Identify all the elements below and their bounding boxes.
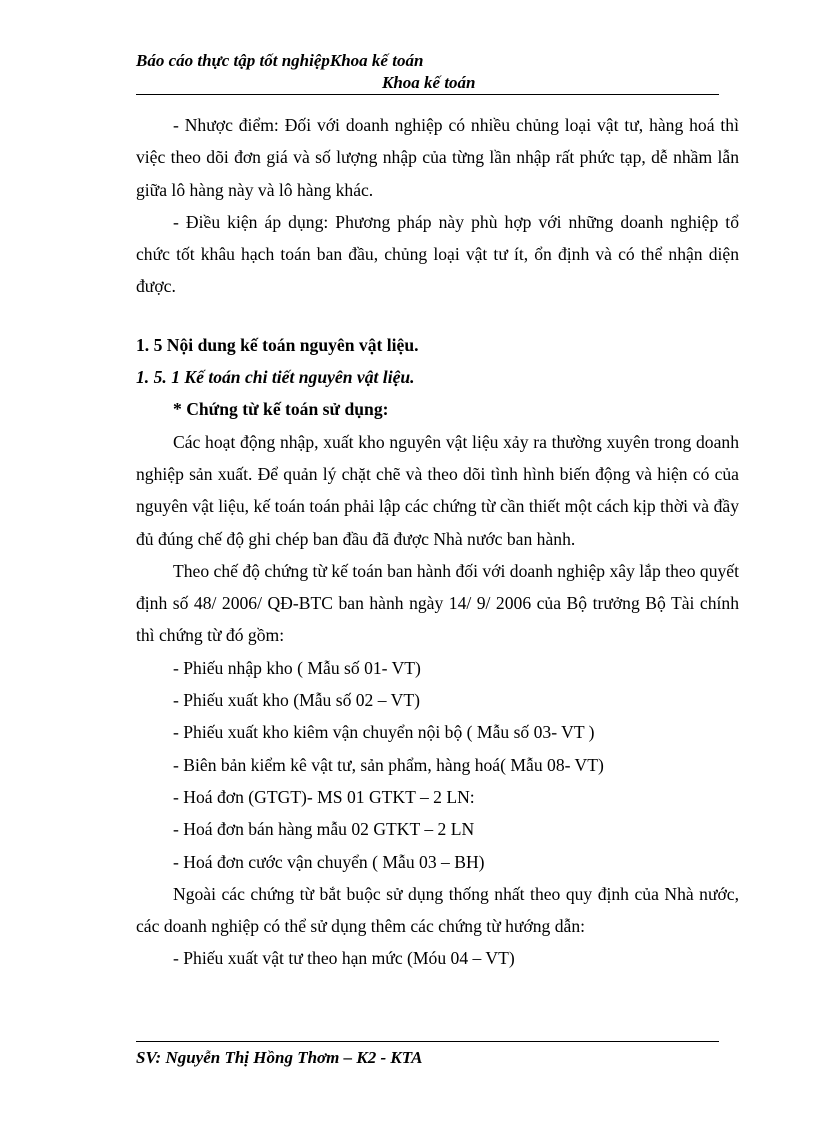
list-item: - Hoá đơn bán hàng mẫu 02 GTKT – 2 LN: [173, 819, 475, 840]
header-department: Khoa kế toán: [382, 73, 476, 92]
list-item: - Phiếu nhập kho ( Mẫu số 01- VT): [173, 657, 421, 678]
section-heading: 1. 5 Nội dung kế toán nguyên vật liệu.: [136, 334, 419, 355]
header-divider: [136, 94, 719, 95]
paragraph-disadvantages: - Nhược điểm: Đối với doanh nghiệp có nhiều chủng loại vật tư, hàng hoá thì việc theo dõi đơn giá và số lượng nhập của từng lần nhập rất phức tạp, dễ nhầm lẫn giữa lô hàng này và lô hàng khác.: [136, 115, 739, 200]
list-item: - Phiếu xuất vật tư theo hạn mức (Móu 04 – VT): [173, 948, 515, 969]
list-item: - Hoá đơn cước vận chuyển ( Mẫu 03 – BH): [173, 851, 485, 872]
footer-divider: [136, 1041, 719, 1042]
documents-heading: * Chứng từ kế toán sử dụng:: [173, 399, 389, 420]
section-spacer: [136, 303, 739, 329]
paragraph-additional: Ngoài các chứng từ bắt buộc sử dụng thống nhất theo quy định của Nhà nước, các doanh nghiệp có thể sử dụng thêm các chứng từ hướng dẫn:: [136, 883, 739, 937]
list-item: - Phiếu xuất kho (Mẫu số 02 – VT): [173, 690, 420, 711]
paragraph-regulation: Theo chế độ chứng từ kế toán ban hành đối với doanh nghiệp xây lắp theo quyết định số 48/ 2006/ QĐ-BTC ban hành ngày 14/ 9/ 2006 của Bộ trưởng Bộ Tài chính thì chứng từ đó gồm:: [136, 560, 739, 646]
paragraph-conditions: - Điều kiện áp dụng: Phương pháp này phù hợp với những doanh nghiệp tổ chức tốt khâu hạch toán ban đầu, chủng loại vật tư ít, ổn định và có thể nhận diện được.: [136, 211, 739, 297]
list-item: - Biên bản kiểm kê vật tư, sản phẩm, hàng hoá( Mẫu 08- VT): [173, 754, 604, 775]
subsection-heading: 1. 5. 1 Kế toán chi tiết nguyên vật liệu.: [136, 367, 415, 388]
page-footer: SV: Nguyễn Thị Hồng Thơm – K2 - KTA: [136, 1048, 423, 1067]
list-item: - Phiếu xuất kho kiêm vận chuyển nội bộ ( Mẫu số 03- VT ): [173, 722, 595, 743]
paragraph-activities: Các hoạt động nhập, xuất kho nguyên vật liệu xảy ra thường xuyên trong doanh nghiệp sản xuất. Để quản lý chặt chẽ và theo dõi tình hình biến động và hiện có của nguyên vật liệu, kế toán toán phải lập các chứng từ cần thiết một cách kịp thời và đầy đủ đúng chế độ ghi chép ban đầu đã được Nhà nước ban hành.: [136, 431, 739, 549]
header-title: Báo cáo thực tập tốt nghiệpKhoa kế toán: [136, 51, 424, 70]
page-header: [136, 48, 720, 96]
document-body: [136, 109, 739, 975]
list-item: - Hoá đơn (GTGT)- MS 01 GTKT – 2 LN:: [173, 786, 475, 807]
